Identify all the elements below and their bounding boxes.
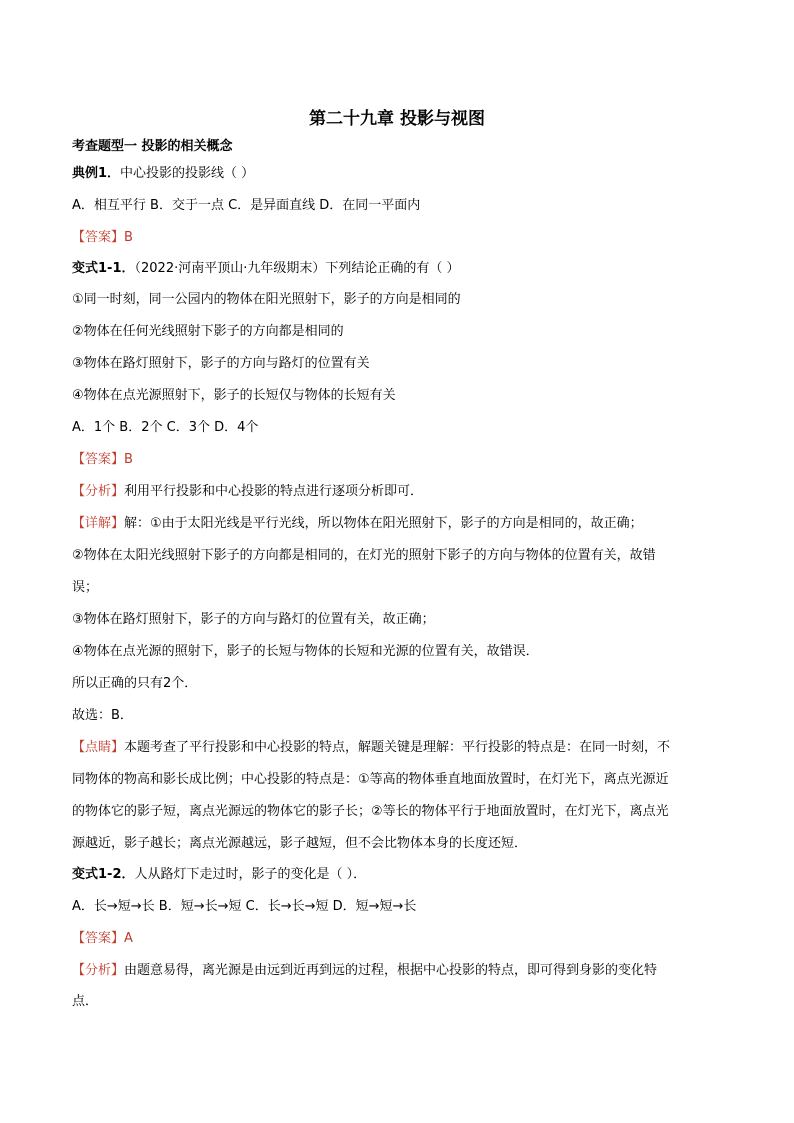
answer-tag: 【答案】 — [72, 931, 125, 946]
variant1-1-options: A．1个 B．2个 C．3个 D．4个 — [72, 420, 259, 435]
choice-line: 故选：B． — [72, 708, 133, 723]
statement-item: ①同一时刻，同一公园内的物体在阳光照射下，影子的方向是相同的 — [72, 292, 461, 307]
variant1-2-question-text: 人从路灯下走过时，影子的变化是（ ）． — [134, 867, 367, 882]
variant1-2-question — [72, 865, 732, 885]
comment-line: 源越近，影子越长；离点光源越远，影子越短，但不会比物体本身的长度还短． — [72, 836, 528, 851]
detail-line: ④物体在点光源的照射下，影子的长短与物体的长短和光源的位置有关，故错误． — [72, 644, 539, 659]
example1-answer — [72, 228, 732, 248]
analysis-line: 点． — [72, 994, 99, 1009]
variant1-1-comment — [72, 738, 732, 758]
variant1-2-options: A．长→短→长 B．短→长→短 C．长→长→短 D．短→短→长 — [72, 899, 417, 914]
detail-line: ②物体在太阳光线照射下影子的方向都是相同的，在灯光的照射下影子的方向与物体的位置有关，故错 — [72, 548, 656, 563]
statement-item: ③物体在路灯照射下，影子的方向与路灯的位置有关 — [72, 356, 370, 371]
detail-tag: 【详解】 — [72, 516, 125, 531]
comment-line: 的物体它的影子短，离点光源远的物体它的影子长；②等长的物体平行于地面放置时，在灯光下，离点光 — [72, 804, 669, 819]
example1-question — [72, 164, 732, 184]
analysis-tag: 【分析】 — [72, 484, 125, 499]
answer-value: A — [124, 931, 133, 946]
detail-line: ③物体在路灯照射下，影子的方向与路灯的位置有关，故正确； — [72, 612, 435, 627]
variant1-1-answer — [72, 450, 732, 470]
statement-item: ②物体在任何光线照射下影子的方向都是相同的 — [72, 324, 344, 339]
detail-line: 解：①由于太阳光线是平行光线，所以物体在阳光照射下，影子的方向是相同的，故正确； — [124, 516, 643, 531]
variant1-1-question-text: （2022·河南平顶山·九年级期末）下列结论正确的有（ ） — [134, 261, 460, 276]
section-heading: 考查题型一 投影的相关概念 — [72, 139, 233, 154]
variant1-2-answer — [72, 929, 732, 949]
example1-label: 典例1． — [72, 166, 121, 181]
comment-line: 同物体的物高和影长成比例；中心投影的特点是：①等高的物体垂直地面放置时，在灯光下，离点光源近 — [72, 772, 669, 787]
comment-line: 本题考查了平行投影和中心投影的特点，解题关键是理解：平行投影的特点是：在同一时刻，不 — [124, 740, 671, 755]
analysis-line: 由题意易得，离光源是由远到近再到远的过程，根据中心投影的特点，即可得到身影的变化特 — [124, 963, 658, 978]
answer-value: B — [124, 230, 133, 245]
answer-tag: 【答案】 — [72, 230, 125, 245]
conclusion-line: 所以正确的只有2个． — [72, 676, 198, 691]
variant1-2-label: 变式1-2． — [72, 867, 135, 882]
variant1-1-question — [72, 259, 732, 279]
analysis-text: 利用平行投影和中心投影的特点进行逐项分析即可． — [124, 484, 424, 499]
chapter-title: 第二十九章 投影与视图 — [309, 109, 485, 129]
answer-tag: 【答案】 — [72, 452, 125, 467]
variant1-1-label: 变式1-1． — [72, 261, 135, 276]
detail-line: 误； — [72, 580, 99, 595]
example1-options: A．相互平行 B．交于一点 C．是异面直线 D．在同一平面内 — [72, 198, 421, 213]
answer-value: B — [124, 452, 133, 467]
analysis-tag: 【分析】 — [72, 963, 125, 978]
comment-tag: 【点睛】 — [72, 740, 125, 755]
statement-item: ④物体在点光源照射下，影子的长短仅与物体的长短有关 — [72, 388, 396, 403]
variant1-2-analysis — [72, 961, 732, 981]
variant1-1-analysis — [72, 482, 732, 502]
variant1-1-detail — [72, 514, 732, 534]
example1-question-text: 中心投影的投影线（ ） — [120, 166, 255, 181]
